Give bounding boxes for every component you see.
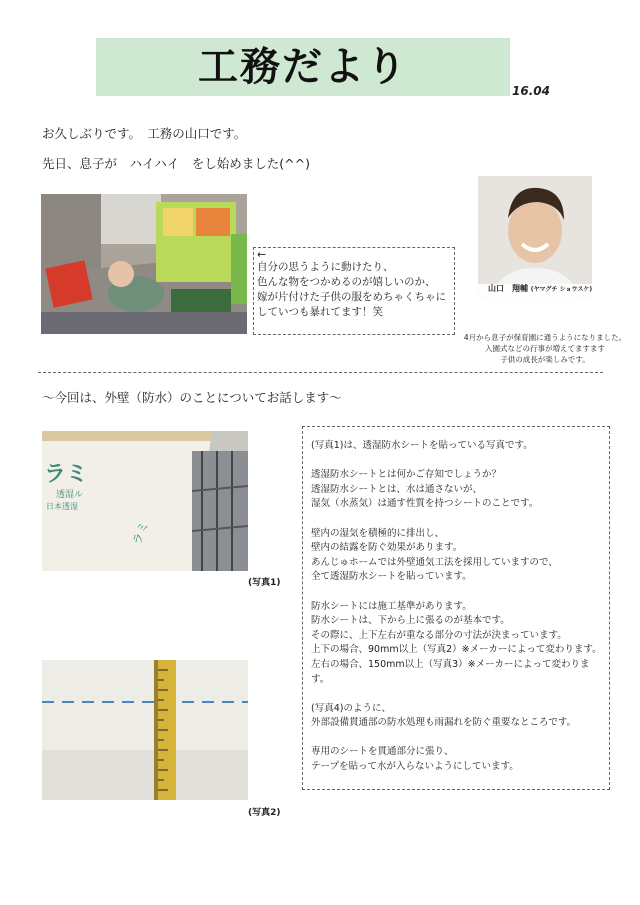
news-line: 先日、息子が ハイハイ をし始めました(^^) <box>42 156 310 171</box>
staff-name-reading: (ヤマグチ ショウスケ) <box>530 286 592 293</box>
photo2-overlap-measurement <box>42 660 248 800</box>
sheet-brand-mark: ラミ <box>44 462 89 487</box>
issue-number: 16.04 <box>512 84 550 98</box>
greeting-line: お久しぶりです。 工務の山口です。 <box>42 126 247 141</box>
left-arrow-icon: ← <box>257 248 267 261</box>
baby-note-box <box>253 247 455 335</box>
waterproofing-info-box <box>302 426 610 790</box>
newsletter-title: 工務だより <box>198 44 408 90</box>
photo2-illustration <box>42 660 248 800</box>
photo1-waterproof-sheet <box>42 431 248 571</box>
photo2-caption: (写真2) <box>248 808 281 818</box>
waterproofing-info-text: (写真1)は、透湿防水シートを貼っている写真です。 透湿防水シートとは何かご存知でしょうか？ 透湿防水シートとは、水は通さないが、 湿気（水蒸気）は通す性質を持つシートのことです。 壁内の湿気を積極的に排出し、 壁内の結露を防ぐ効果があります。 あんじゅホームでは外壁通気工法を採用していますので、 全て透湿防水シートを貼っています。 防水シートには施工基準があります。 防水シートは、下から上に張るのが基本です。 その際に、上下左右が重なる部分の寸法が決まっています。 上下の場合、90mm以上（写真2）※メーカーによって変わります。 左右の場合、150mm以上（写真3）※メーカーによって変わります。 (写真4)のように、 外部設備貫通部の防水処理も雨漏れを防ぐ重要なところです。 専用のシートを貫通部分に張り、 テープを貼って水が入らないようにしています。 <box>311 440 602 773</box>
baby-note-text: 自分の思うように動けたり、 色んな物をつかめるのが嬉しいのか、 嫁が片付けた子供の服をめちゃくちゃに していつも暴れてます！笑 <box>257 261 446 318</box>
profile-note: 4月から息子が保育園に通うようになりました。 入園式などの行事が増えてますます 子供の成長が楽しみです。 <box>463 333 627 364</box>
staff-portrait <box>478 176 592 300</box>
sheet-roll-mark: ラミ <box>129 519 152 547</box>
photo1-caption: (写真1) <box>248 578 281 588</box>
staff-name: 山口 翔輔 <box>488 284 528 293</box>
photo1-illustration <box>42 431 248 571</box>
baby-crawling-photo <box>41 194 247 334</box>
portrait-illustration <box>478 176 592 300</box>
section-divider <box>38 372 603 373</box>
section-heading: ～今回は、外壁（防水）のことについてお話します～ <box>42 390 342 405</box>
sheet-product-line: 透湿ル <box>56 490 84 500</box>
baby-photo-illustration <box>41 194 247 334</box>
sheet-maker-print: 日本透湿 <box>46 502 78 511</box>
